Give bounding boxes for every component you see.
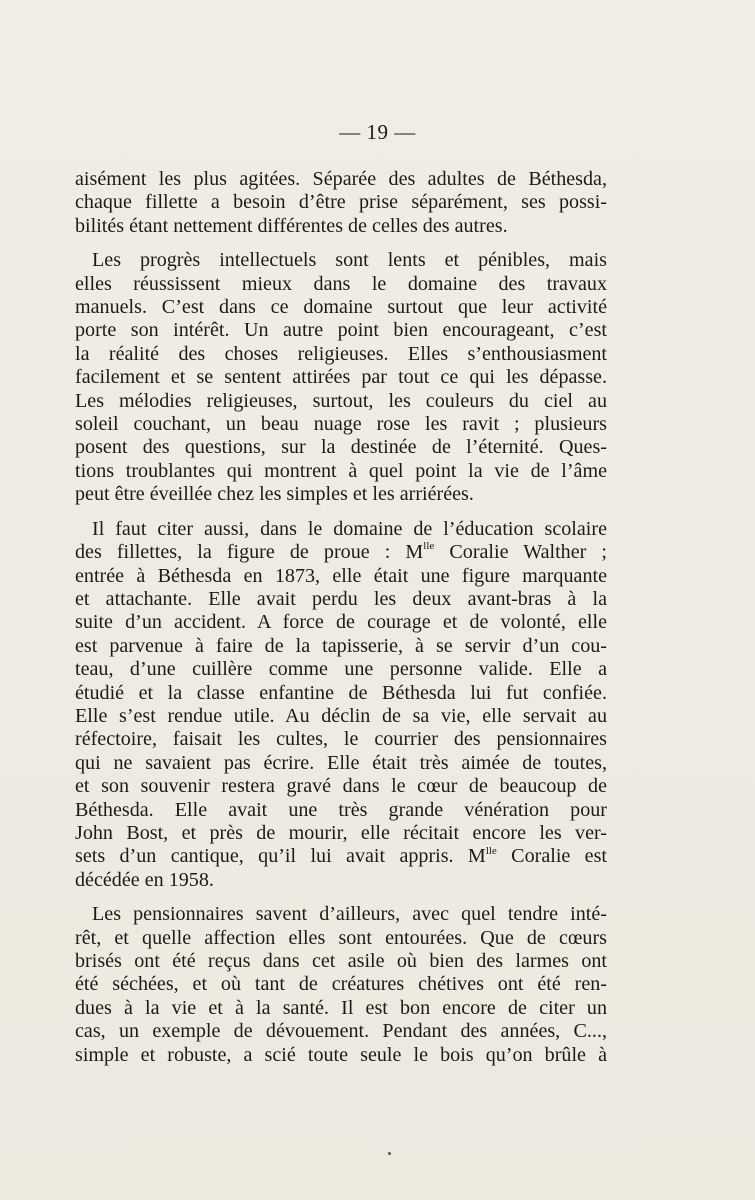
body-text <box>75 168 607 1078</box>
text-line: John Bost, et près de mourir, elle récitait encore les ver- <box>75 821 607 844</box>
text-line: Les progrès intellectuels sont lents et pénibles, mais <box>92 249 607 272</box>
paragraph <box>75 518 607 893</box>
text-line: facilement et se sentent attirées par tout ce qui les dépasse. <box>75 366 607 389</box>
text-line: suite d’un accident. A force de courage et de volonté, elle <box>75 611 607 634</box>
text-line: des fillettes, la figure de proue : $M^{lle}$ Coralie Walther ; <box>75 540 608 564</box>
text-line: la réalité des choses religieuses. Elles s’enthousiasment <box>75 342 607 365</box>
text-line: dues à la vie et à la santé. Il est bon encore de citer un <box>75 996 607 1019</box>
text-line: cas, un exemple de dévouement. Pendant des années, C..., <box>75 1020 607 1043</box>
text-line: décédée en 1958. <box>75 868 214 891</box>
text-line: posent des questions, sur la destinée de l’éternité. Ques- <box>75 436 607 459</box>
text-line: Elle s’est rendue utile. Au déclin de sa vie, elle servait au <box>75 704 607 727</box>
text-line: réfectoire, faisait les cultes, le courrier des pensionnaires <box>75 728 607 751</box>
text-line: entrée à Béthesda en 1873, elle était une figure marquante <box>75 564 607 587</box>
text-line: porte son intérêt. Un autre point bien encourageant, c’est <box>75 319 607 342</box>
paragraph <box>75 903 607 1067</box>
paragraph <box>75 168 607 238</box>
text-line: bilités étant nettement différentes de celles des autres. <box>75 214 508 237</box>
text-line: chaque fillette a besoin d’être prise séparément, ses possi- <box>75 191 607 214</box>
text-line: étudié et la classe enfantine de Béthesda lui fut confiée. <box>75 681 607 704</box>
text-line: simple et robuste, a scié toute seule le bois qu’on brûle à <box>75 1043 607 1066</box>
text-line: Il faut citer aussi, dans le domaine de l’éducation scolaire <box>92 517 607 540</box>
text-line: rêt, et quelle affection elles sont entourées. Que de cœurs <box>75 926 607 949</box>
text-line: elles réussissent mieux dans le domaine des travaux <box>75 272 607 295</box>
paper-speck <box>388 1152 391 1155</box>
superscript: lle <box>423 540 435 553</box>
text-line: teau, d’une cuillère comme une personne valide. Elle a <box>75 658 607 681</box>
text-line: été séchées, et où tant de créatures chétives ont été ren- <box>75 973 607 996</box>
page-number: — 19 — <box>339 120 416 144</box>
text-line: Béthesda. Elle avait une très grande vénération pour <box>75 798 607 821</box>
text-line: est parvenue à faire de la tapisserie, à se servir d’un cou- <box>75 634 607 657</box>
text-line: manuels. C’est dans ce domaine surtout que leur activité <box>75 296 607 319</box>
text-line: sets d’un cantique, qu’il lui avait appris. $M^{lle}$ Coralie est <box>75 844 608 868</box>
text-line: aisément les plus agitées. Séparée des adultes de Béthesda, <box>75 168 607 190</box>
text-line: et attachante. Elle avait perdu les deux avant-bras à la <box>75 587 607 610</box>
text-line: qui ne savaient pas écrire. Elle était très aimée de toutes, <box>75 751 607 774</box>
superscript: lle <box>485 844 497 857</box>
text-line: et son souvenir restera gravé dans le cœur de beaucoup de <box>75 775 607 798</box>
text-line: tions troublantes qui montrent à quel point la vie de l’âme <box>75 459 607 482</box>
paragraph <box>75 249 607 506</box>
text-line: peut être éveillée chez les simples et les arriérées. <box>75 483 474 506</box>
text-line: soleil couchant, un beau nuage rose les ravit ; plusieurs <box>75 413 607 436</box>
text-line: Les pensionnaires savent d’ailleurs, avec quel tendre inté- <box>92 903 607 926</box>
text-line: Les mélodies religieuses, surtout, les couleurs du ciel au <box>75 389 607 412</box>
text-line: brisés ont été reçus dans cet asile où bien des larmes ont <box>75 950 607 972</box>
